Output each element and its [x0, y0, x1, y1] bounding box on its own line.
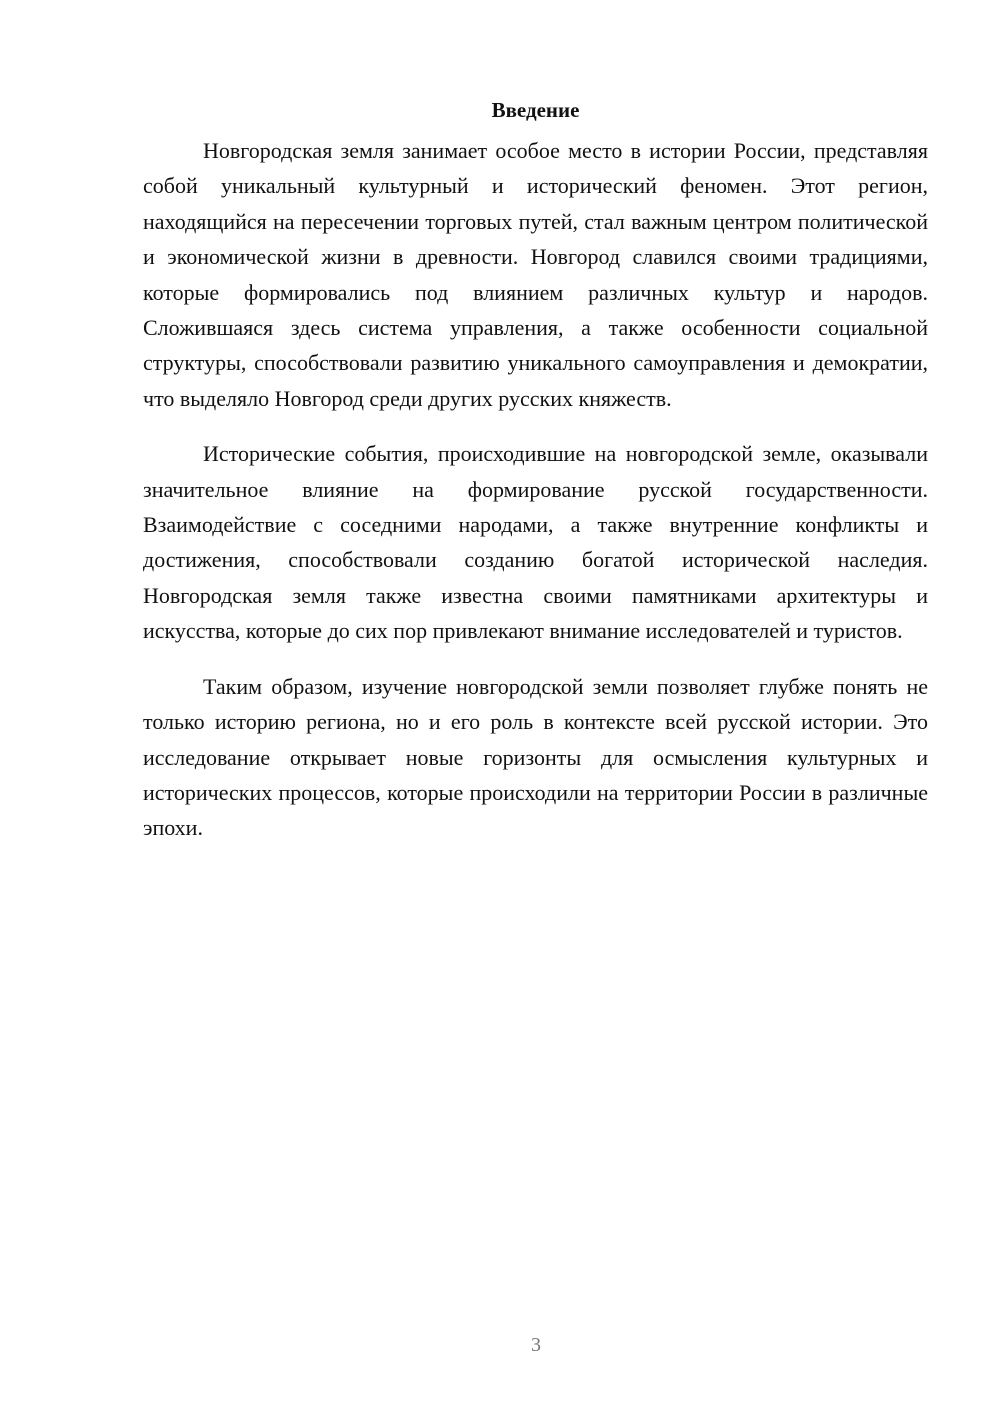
section-heading: Введение: [491, 98, 580, 122]
paragraph-1: Новгородская земля занимает особое место в истории России, представляя собой уникальный культурный и исторический феномен. Этот регион, находящийся на пересечении торговых путей, стал важным центром политической и экономической жизни в древности. Новгород славился своими традициями, которые формировались под влиянием различных культур и народов. Сложившаяся здесь система управления, а также особенности социальной структуры, способствовали развитию уникального самоуправления и демократии, что выделяло Новгород среди других русских княжеств.: [143, 138, 928, 411]
paragraph-3: Таким образом, изучение новгородской земли позволяет глубже понять не только историю региона, но и его роль в контексте всей русской истории. Это исследование открывает новые горизонты для осмысления культурных и исторических процессов, которые происходили на территории России в различные эпохи.: [143, 673, 928, 841]
document-body: [143, 95, 928, 846]
page-number: 3: [531, 1334, 541, 1356]
paragraph-2: Исторические события, происходившие на новгородской земле, оказывали значительное влияние на формирование русской государственности. Взаимодействие с соседними народами, а также внутренние конфликты и достижения, способствовали созданию богатой исторической наследия. Новгородская земля также известна своими памятниками архитектуры и искусства, которые до сих пор привлекают внимание исследователей и туристов.: [143, 441, 928, 644]
